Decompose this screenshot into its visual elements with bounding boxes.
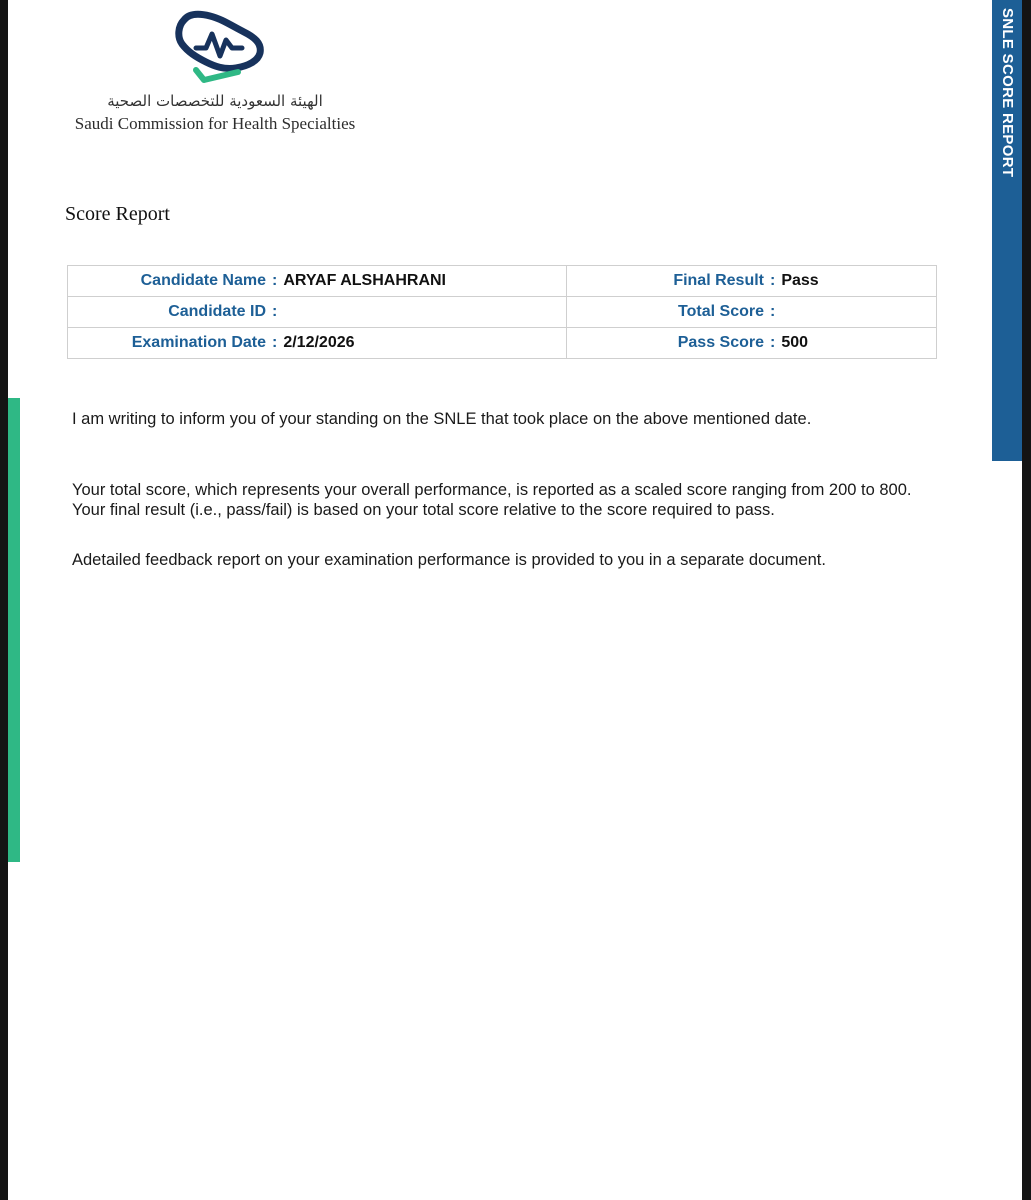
- candidate-name-value: ARYAF ALSHAHRANI: [283, 272, 446, 289]
- document-title: Score Report: [65, 203, 170, 225]
- green-accent-bar: [8, 398, 20, 862]
- total-score-label: Total Score: [678, 303, 764, 320]
- org-name-arabic: الهيئة السعودية للتخصصات الصحية: [107, 92, 323, 110]
- body-paragraph-3: Adetailed feedback report on your examination performance is provided to you in a separate document.: [72, 551, 826, 569]
- final-result-label: Final Result: [673, 272, 764, 289]
- candidate-id-cell: Candidate ID :: [68, 297, 567, 328]
- total-score-cell: Total Score :: [567, 297, 936, 328]
- examination-date-cell: Examination Date : 2/12/2026: [68, 328, 567, 358]
- left-frame-edge: [0, 0, 8, 1200]
- final-result-value: Pass: [781, 272, 819, 289]
- body-paragraph-2: Your total score, which represents your overall performance, is reported as a scaled score ranging from 200 to 800. Your final result (i.e., pass/fail) is based on your total score relative to the score required to pass.: [72, 481, 912, 519]
- right-frame-edge: [1022, 0, 1031, 1200]
- body-paragraph-1: I am writing to inform you of your standing on the SNLE that took place on the above mentioned date.: [72, 410, 812, 428]
- pass-score-cell: Pass Score : 500: [567, 328, 936, 358]
- pass-score-label: Pass Score: [677, 334, 764, 351]
- side-tab-label: SNLE SCORE REPORT: [999, 8, 1016, 178]
- org-name-english: Saudi Commission for Health Specialties: [74, 114, 356, 133]
- examination-date-value: 2/12/2026: [283, 334, 355, 351]
- pass-score-value: 500: [781, 334, 809, 351]
- candidate-name-label: Candidate Name: [140, 272, 266, 289]
- final-result-cell: Final Result : Pass: [567, 266, 936, 297]
- candidate-info-table: [67, 265, 937, 359]
- candidate-id-label: Candidate ID: [168, 303, 266, 320]
- candidate-name-cell: Candidate Name : ARYAF ALSHAHRANI: [68, 266, 567, 297]
- scfhs-logo-icon: [170, 10, 266, 86]
- examination-date-label: Examination Date: [131, 334, 266, 351]
